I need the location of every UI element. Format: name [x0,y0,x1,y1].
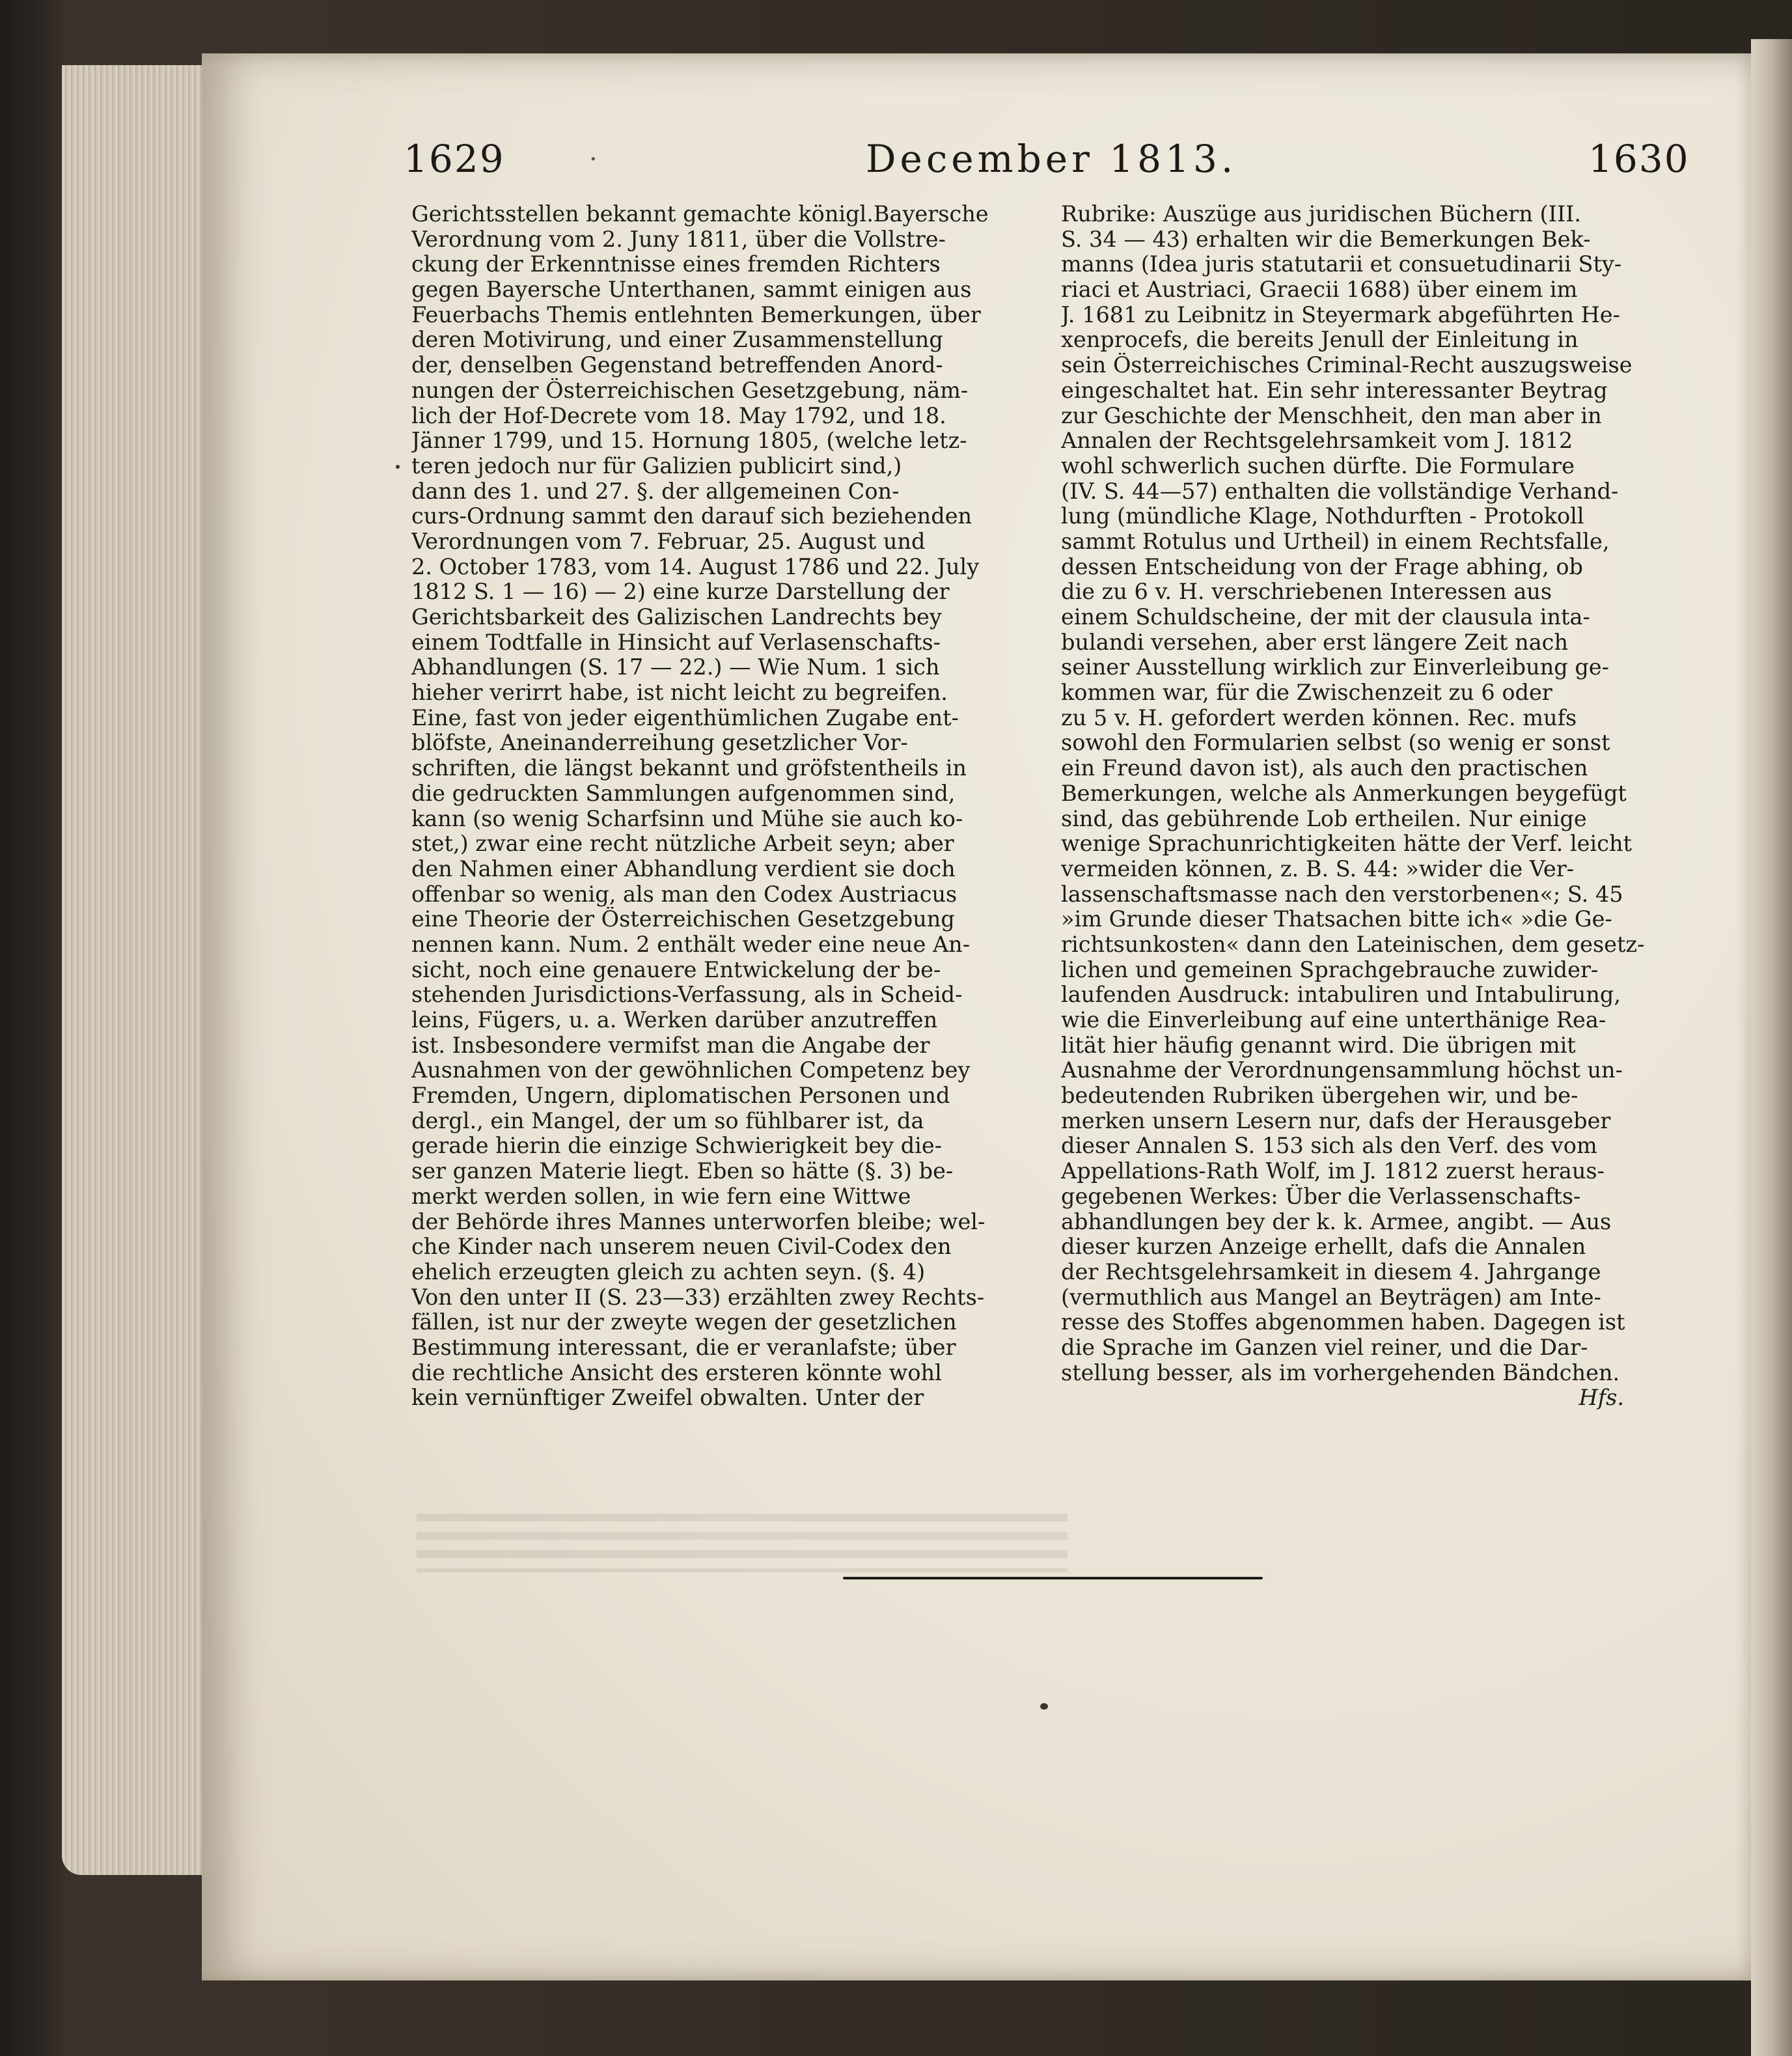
text-line: Abhandlungen (S. 17 — 22.) — Wie Num. 1 sich [411,655,940,680]
text-line: sicht, noch eine genauere Entwickelung der be- [411,957,941,982]
running-header [202,137,1690,189]
text-line: Feuerbachs Themis entlehnten Bemerkungen, über [411,302,981,327]
text-line: Verordnungen vom 7. Februar, 25. August und [411,529,926,554]
text-line: sammt Rotulus und Urtheil) in einem Rechtsfalle, [1061,529,1610,554]
page-stack-left [62,65,208,1875]
text-line: resse des Stoffes abgenommen haben. Dagegen ist [1061,1310,1625,1335]
text-line: ckung der Erkenntnisse eines fremden Richters [411,252,941,277]
text-line: die zu 6 v. H. verschriebenen Interessen aus [1061,579,1552,605]
text-line: einem Schuldscheine, der mit der clausula inta- [1061,605,1590,630]
text-line: kann (so wenig Scharfsinn und Mühe sie auch ko- [411,806,963,831]
text-line: Von den unter II (S. 23—33) erzählten zwey Rechts- [411,1285,985,1310]
text-line: lichen und gemeinen Sprachgebrauche zuwider- [1061,957,1599,982]
text-line: eingeschaltet hat. Ein sehr interessanter Beytrag [1061,378,1608,403]
text-line: einem Todtfalle in Hinsicht auf Verlasenschafts- [411,630,941,655]
text-line: J. 1681 zu Leibnitz in Steyermark abgeführten He- [1061,302,1620,327]
text-line: abhandlungen bey der k. k. Armee, angibt. — Aus [1061,1209,1612,1234]
text-line: 1812 S. 1 — 16) — 2) eine kurze Darstellung der [411,579,950,605]
text-line: gegebenen Werkes: Über die Verlassenschafts- [1061,1184,1581,1209]
text-line: wie die Einverleibung auf eine unterthänige Rea- [1061,1008,1606,1033]
text-line: eine Theorie der Österreichischen Gesetzgebung [411,907,955,932]
text-line: merken unsern Lesern nur, dafs der Herausgeber [1061,1108,1611,1133]
text-line: che Kinder nach unserem neuen Civil-Codex den [411,1234,952,1260]
text-line: stellung besser, als im vorhergehenden Bändchen. [1061,1360,1620,1385]
text-column-left [411,202,1036,1411]
text-line: Ausnahmen von der gewöhnlichen Competenz bey [411,1058,971,1083]
text-line: riaci et Austriaci, Graecii 1688) über einem im [1061,277,1578,303]
page-number-right: 1630 [1588,137,1690,181]
text-line: Jänner 1799, und 15. Hornung 1805, (welche letz- [411,428,967,454]
text-line: kein vernünftiger Zweifel obwalten. Unter der [411,1385,924,1411]
text-line: Bestimmung interessant, die er veranlafste; über [411,1335,956,1360]
text-line: »im Grunde dieser Thatsachen bitte ich« »die Ge- [1061,907,1612,932]
text-line: zu 5 v. H. gefordert werden können. Rec. mufs [1061,705,1577,730]
text-line: dieser Annalen S. 153 sich als den Verf. des vom [1061,1133,1597,1159]
text-line: leins, Fügers, u. a. Werken darüber anzutreffen [411,1008,938,1033]
text-line: richtsunkosten« dann den Lateinischen, dem gesetz- [1061,932,1645,957]
text-line: ist. Insbesondere vermifst man die Angabe der [411,1033,930,1058]
text-line: Hfs. [1578,1385,1624,1411]
text-line: nungen der Österreichischen Gesetzgebung, näm- [411,378,969,403]
text-line: fällen, ist nur der zweyte wegen der gesetzlichen [411,1310,957,1335]
text-line: blöfste, Aneinanderreihung gesetzlicher Vor- [411,730,908,756]
text-line: bulandi versehen, aber erst längere Zeit nach [1061,630,1569,655]
text-line: ein Freund davon ist), als auch den practischen [1061,756,1588,781]
text-line: Eine, fast von jeder eigenthümlichen Zugabe ent- [411,705,959,730]
text-line: lich der Hof-Decrete vom 18. May 1792, und 18. [411,403,946,428]
text-line: xenprocefs, die bereits Jenull der Einleitung in [1061,327,1578,353]
text-column-right [1061,202,1686,1411]
text-line: der Rechtsgelehrsamkeit in diesem 4. Jahrgange [1061,1259,1601,1285]
text-line: manns (Idea juris statutarii et consuetudinarii Sty- [1061,252,1622,277]
header-mark: . [589,137,599,167]
text-line: offenbar so wenig, als man den Codex Austriacus [411,882,958,907]
text-line: Gerichtsbarkeit des Galizischen Landrechts bey [411,605,942,630]
text-line: sowohl den Formularien selbst (so wenig er sonst [1061,730,1610,756]
ink-speck [396,465,400,469]
text-line: stet,) zwar eine recht nützliche Arbeit seyn; aber [411,831,954,857]
text-line: teren jedoch nur für Galizien publicirt sind,) [411,453,902,479]
text-line: Bemerkungen, welche als Anmerkungen beygefügt [1061,781,1627,806]
text-line: dergl., ein Mangel, der um so fühlbarer ist, da [411,1108,924,1133]
text-line: Appellations-Rath Wolf, im J. 1812 zuerst heraus- [1061,1159,1605,1184]
text-line: stehenden Jurisdictions-Verfassung, als in Scheid- [411,982,963,1008]
text-line: gerade hierin die einzige Schwierigkeit bey die- [411,1133,943,1159]
text-line: dann des 1. und 27. §. der allgemeinen Con- [411,479,900,504]
text-line: nennen kann. Num. 2 enthält weder eine neue An- [411,932,971,957]
text-line: seiner Ausstellung wirklich zur Einverleibung ge- [1061,655,1609,680]
text-line: (vermuthlich aus Mangel an Beyträgen) am Inte- [1061,1285,1601,1310]
text-line: 2. October 1783, vom 14. August 1786 und 22. July [411,554,980,579]
text-line: vermeiden können, z. B. S. 44: »wider die Ver- [1061,856,1575,882]
text-line: ser ganzen Materie liegt. Eben so hätte (§. 3) be- [411,1159,954,1184]
text-line: kommen war, für die Zwischenzeit zu 6 oder [1061,680,1552,706]
text-line: (IV. S. 44—57) enthalten die vollständige Verhand- [1061,479,1619,504]
text-line: laufenden Ausdruck: intabuliren und Intabulirung, [1061,982,1621,1008]
text-line: wohl schwerlich suchen dürfte. Die Formulare [1061,453,1575,479]
text-line: Ausnahme der Verordnungensammlung höchst un- [1061,1058,1623,1083]
text-line: hieher verirrt habe, ist nicht leicht zu begreifen. [411,680,948,706]
text-line: lität hier häufig genannt wird. Die übrigen mit [1061,1033,1576,1058]
text-line: gegen Bayersche Unterthanen, sammt einigen aus [411,277,972,303]
text-line: Verordnung vom 2. Juny 1811, über die Vollstre- [411,227,946,252]
text-line: lung (mündliche Klage, Nothdurften - Protokoll [1061,504,1584,529]
text-line: der, denselben Gegenstand betreffenden Anord- [411,353,943,378]
text-line: S. 34 — 43) erhalten wir die Bemerkungen Bek- [1061,227,1591,252]
text-line: sein Österreichisches Criminal-Recht auszugsweise [1061,353,1633,378]
text-line: wenige Sprachunrichtigkeiten hätte der Verf. leicht [1061,831,1633,857]
text-line: bedeutenden Rubriken übergehen wir, und be- [1061,1083,1578,1109]
text-line: Gerichtsstellen bekannt gemachte königl.Bayersche [411,202,989,227]
text-line: die rechtliche Ansicht des ersteren könnte wohl [411,1360,942,1385]
text-line: merkt werden sollen, in wie fern eine Wittwe [411,1184,911,1209]
text-line: ehelich erzeugten gleich zu achten seyn. (§. 4) [411,1259,926,1285]
page-stack-right [1751,39,1792,2056]
page-number-left: 1629 [404,137,505,181]
text-line: curs-Ordnung sammt den darauf sich beziehenden [411,504,972,529]
text-line: dieser kurzen Anzeige erhellt, dafs die Annalen [1061,1234,1586,1260]
text-line: die gedruckten Sammlungen aufgenommen sind, [411,781,956,806]
text-line: dessen Entscheidung von der Frage abhing, ob [1061,554,1583,579]
text-line: lassenschaftsmasse nach den verstorbenen«; S. 45 [1061,882,1623,907]
text-line: schriften, die längst bekannt und gröfstentheils in [411,756,967,781]
text-line: Annalen der Rechtsgelehrsamkeit vom J. 1812 [1061,428,1573,454]
text-line: die Sprache im Ganzen viel reiner, und die Dar- [1061,1335,1588,1360]
text-line: den Nahmen einer Abhandlung verdient sie doch [411,856,956,882]
text-line: deren Motivirung, und einer Zusammenstellung [411,327,943,353]
text-line: zur Geschichte der Menschheit, den man aber in [1061,403,1602,428]
bleed-through-text [417,1514,1068,1572]
text-line: der Behörde ihres Mannes unterworfen bleibe; wel- [411,1209,986,1234]
text-line: sind, das gebührende Lob ertheilen. Nur einige [1061,806,1587,831]
text-line: Fremden, Ungern, diplomatischen Personen und [411,1083,950,1109]
page-title: December 1813. [866,137,1237,181]
text-line: Rubrike: Auszüge aus juridischen Büchern (III. [1061,202,1581,227]
ink-speck [1040,1703,1048,1710]
section-divider-rule [843,1577,1263,1579]
